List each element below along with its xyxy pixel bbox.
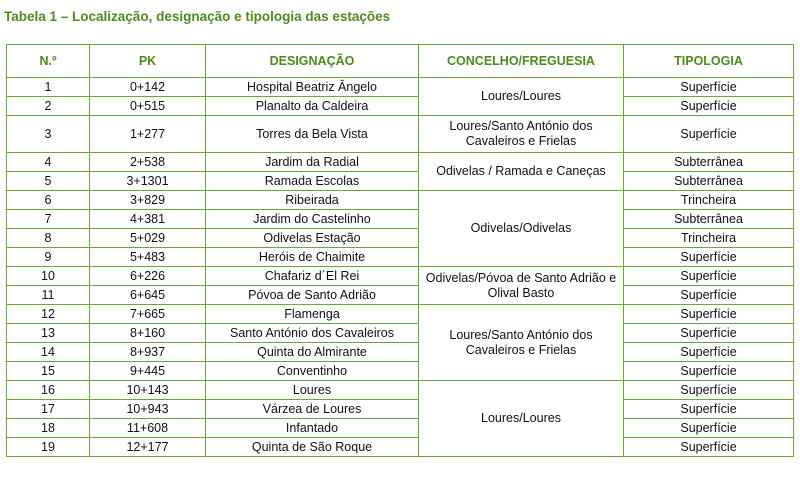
cell-n: 14 <box>7 343 90 362</box>
table-row <box>7 305 794 324</box>
cell-tipologia: Superfície <box>624 419 794 438</box>
table-row <box>7 286 794 305</box>
cell-n: 8 <box>7 229 90 248</box>
cell-n: 6 <box>7 191 90 210</box>
cell-designacao: Loures <box>206 381 419 400</box>
cell-pk: 9+445 <box>90 362 206 381</box>
table-caption: Tabela 1 – Localização, designação e tipologia das estações <box>4 9 391 24</box>
cell-n: 7 <box>7 210 90 229</box>
cell-tipologia: Trincheira <box>624 191 794 210</box>
header-concelho: CONCELHO/FREGUESIA <box>419 45 624 78</box>
cell-n: 4 <box>7 153 90 172</box>
cell-pk: 0+142 <box>90 78 206 97</box>
cell-pk: 1+277 <box>90 116 206 153</box>
cell-pk: 5+029 <box>90 229 206 248</box>
cell-pk: 10+143 <box>90 381 206 400</box>
table-row <box>7 116 794 153</box>
table-row <box>7 381 794 400</box>
table-row <box>7 343 794 362</box>
cell-designacao: Jardim da Radial <box>206 153 419 172</box>
header-designacao: DESIGNAÇÃO <box>206 45 419 78</box>
cell-pk: 11+608 <box>90 419 206 438</box>
table-row <box>7 267 794 286</box>
cell-designacao: Infantado <box>206 419 419 438</box>
cell-tipologia: Superfície <box>624 324 794 343</box>
cell-n: 17 <box>7 400 90 419</box>
cell-pk: 10+943 <box>90 400 206 419</box>
cell-concelho: Odivelas/Odivelas <box>419 191 624 267</box>
cell-n: 19 <box>7 438 90 457</box>
header-tipologia: TIPOLOGIA <box>624 45 794 78</box>
cell-n: 3 <box>7 116 90 153</box>
cell-pk: 3+829 <box>90 191 206 210</box>
table-row <box>7 229 794 248</box>
table-row <box>7 419 794 438</box>
cell-pk: 2+538 <box>90 153 206 172</box>
cell-n: 2 <box>7 97 90 116</box>
cell-pk: 6+645 <box>90 286 206 305</box>
cell-tipologia: Superfície <box>624 362 794 381</box>
table-row <box>7 153 794 172</box>
cell-designacao: Torres da Bela Vista <box>206 116 419 153</box>
stations-table <box>6 44 794 457</box>
cell-tipologia: Subterrânea <box>624 210 794 229</box>
table-row <box>7 191 794 210</box>
cell-designacao: Hospital Beatriz Ângelo <box>206 78 419 97</box>
cell-pk: 8+937 <box>90 343 206 362</box>
cell-tipologia: Superfície <box>624 286 794 305</box>
cell-n: 1 <box>7 78 90 97</box>
cell-pk: 0+515 <box>90 97 206 116</box>
cell-pk: 3+1301 <box>90 172 206 191</box>
cell-n: 10 <box>7 267 90 286</box>
cell-tipologia: Superfície <box>624 267 794 286</box>
table-row <box>7 362 794 381</box>
table-row <box>7 97 794 116</box>
cell-designacao: Odivelas Estação <box>206 229 419 248</box>
cell-pk: 6+226 <box>90 267 206 286</box>
cell-n: 12 <box>7 305 90 324</box>
cell-concelho: Odivelas/Póvoa de Santo Adrião e Olival Basto <box>419 267 624 305</box>
cell-pk: 4+381 <box>90 210 206 229</box>
cell-n: 15 <box>7 362 90 381</box>
cell-n: 16 <box>7 381 90 400</box>
cell-n: 5 <box>7 172 90 191</box>
cell-designacao: Conventinho <box>206 362 419 381</box>
cell-designacao: Planalto da Caldeira <box>206 97 419 116</box>
table-row <box>7 438 794 457</box>
cell-concelho: Loures/Santo António dos Cavaleiros e Frielas <box>419 116 624 153</box>
cell-pk: 12+177 <box>90 438 206 457</box>
cell-designacao: Chafariz d´El Rei <box>206 267 419 286</box>
cell-tipologia: Subterrânea <box>624 153 794 172</box>
table-row <box>7 324 794 343</box>
cell-n: 11 <box>7 286 90 305</box>
table-row <box>7 210 794 229</box>
table-row <box>7 78 794 97</box>
cell-n: 18 <box>7 419 90 438</box>
cell-tipologia: Superfície <box>624 248 794 267</box>
cell-pk: 7+665 <box>90 305 206 324</box>
cell-designacao: Ribeirada <box>206 191 419 210</box>
cell-tipologia: Superfície <box>624 343 794 362</box>
cell-concelho: Loures/Loures <box>419 381 624 457</box>
cell-designacao: Ramada Escolas <box>206 172 419 191</box>
cell-tipologia: Superfície <box>624 116 794 153</box>
table-row <box>7 172 794 191</box>
cell-designacao: Póvoa de Santo Adrião <box>206 286 419 305</box>
cell-tipologia: Superfície <box>624 97 794 116</box>
cell-concelho: Odivelas / Ramada e Caneças <box>419 153 624 191</box>
cell-concelho: Loures/Santo António dos Cavaleiros e Frielas <box>419 305 624 381</box>
cell-designacao: Heróis de Chaimite <box>206 248 419 267</box>
cell-tipologia: Superfície <box>624 381 794 400</box>
cell-tipologia: Superfície <box>624 438 794 457</box>
cell-tipologia: Subterrânea <box>624 172 794 191</box>
header-pk: PK <box>90 45 206 78</box>
cell-designacao: Várzea de Loures <box>206 400 419 419</box>
cell-n: 9 <box>7 248 90 267</box>
cell-n: 13 <box>7 324 90 343</box>
table-row <box>7 248 794 267</box>
cell-designacao: Flamenga <box>206 305 419 324</box>
table-row <box>7 400 794 419</box>
table-header-row <box>7 45 794 78</box>
cell-designacao: Santo António dos Cavaleiros <box>206 324 419 343</box>
cell-tipologia: Superfície <box>624 400 794 419</box>
cell-designacao: Quinta de São Roque <box>206 438 419 457</box>
cell-tipologia: Superfície <box>624 78 794 97</box>
cell-pk: 8+160 <box>90 324 206 343</box>
cell-designacao: Jardim do Castelinho <box>206 210 419 229</box>
cell-tipologia: Trincheira <box>624 229 794 248</box>
cell-tipologia: Superfície <box>624 305 794 324</box>
cell-pk: 5+483 <box>90 248 206 267</box>
header-n: N.º <box>7 45 90 78</box>
cell-designacao: Quinta do Almirante <box>206 343 419 362</box>
cell-concelho: Loures/Loures <box>419 78 624 116</box>
